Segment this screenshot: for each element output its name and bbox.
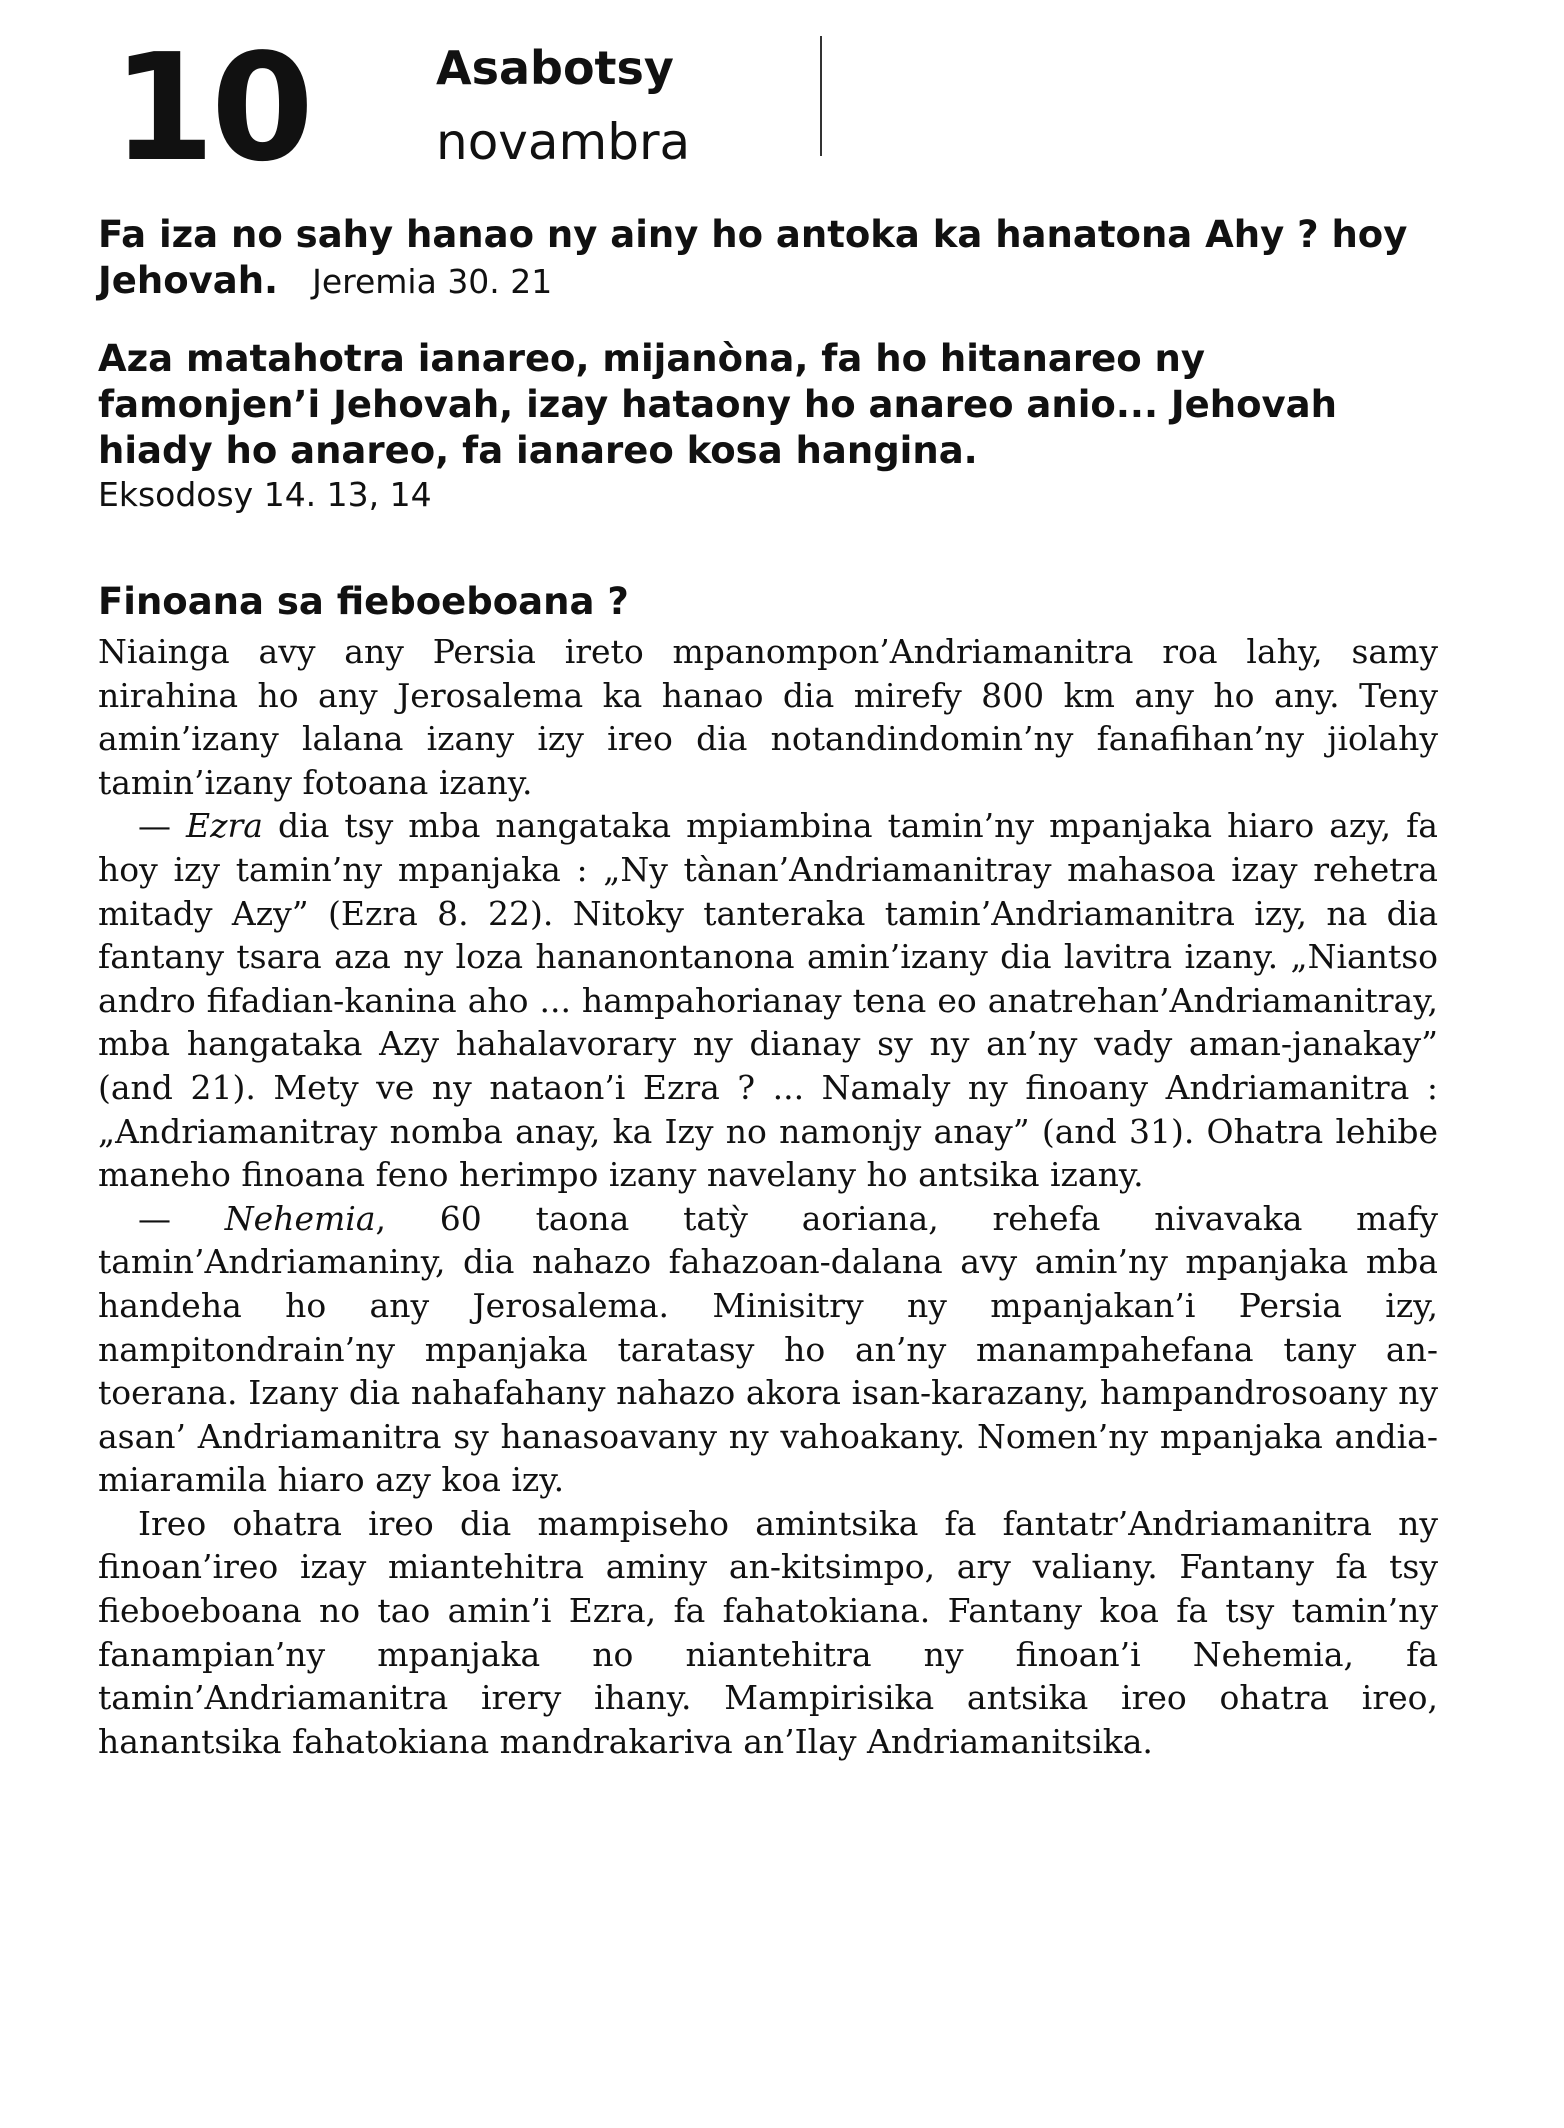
paragraph-2-text: dia tsy mba nangataka mpiambina tamin’ny mpanjaka hiaro azy, fa hoy izy tamin’ny mpanjaka : „Ny tànan’Andriamanitray mahasoa izay rehetra mitady Azy” (Ezra 8. 22). Nitoky tanteraka tamin’Andriamanitra izy, na dia fantany tsara aza ny loza hananontanona amin’izany dia lavitra izany. „Niantso andro fifadian-kanina aho ... hampahorianay tena eo anatrehan’Andriamanitray, mba hangataka Azy hahalavorary ny dianay sy ny an’ny vady aman-janakay” (and 21). Mety ve ny nataon’i Ezra ? ... Namaly ny finoany Andriamanitra : „Andriamanitray nomba anay, ka Izy no namonjy anay” (and 31). Ohatra lehibe maneho finoana feno herimpo izany navelany ho antsika izany.: [98, 806, 1438, 1195]
verse-1: [98, 212, 1438, 305]
paragraph-4: Ireo ohatra ireo dia mampiseho amintsika fa fantatr’Andriamanitra ny finoan’ireo izay miantehitra aminy an-kitsimpo, ary valiany. Fantany fa tsy fieboeboana no tao amin’i Ezra, fa fahatokiana. Fantany koa fa tsy tamin’ny fanampian’ny mpanjaka no niantehitra ny finoan’i Nehemia, fa tamin’Andriamanitra irery ihany. Mampirisika antsika ireo ohatra ireo, hanantsika fahatokiana mandrakariva an’Ilay Andriamanitsika.: [98, 1503, 1438, 1761]
paragraph-2: [98, 804, 1438, 1196]
verse-1-text: Fa iza no sahy hanao ny ainy ho antoka ka hanatona Ahy ? hoy Jehovah.: [98, 213, 1408, 302]
day-number: 10: [112, 22, 310, 194]
verse-2-text: Aza matahotra ianareo, mijanòna, fa ho hitanareo ny famonjen’i Jehovah, izay hataony ho anareo anio... Jehovah hiady ho anareo, fa ianareo kosa hangina.: [98, 337, 1337, 472]
article-body: [98, 630, 1438, 1763]
weekday-label: Asabotsy: [436, 41, 674, 95]
paragraph-2-dash: —: [138, 806, 187, 846]
paragraph-2-name: Ezra: [186, 806, 263, 846]
paragraph-1: Niainga avy any Persia ireto mpanompon’Andriamanitra roa lahy, samy nirahina ho any Jerosalema ka hanao dia mirefy 800 km any ho any. Teny amin’izany lalana izany izy ireo dia notandindomin’ny fanafihan’ny jiolahy tamin’izany fotoana izany.: [98, 632, 1438, 802]
paragraph-3: [98, 1197, 1438, 1502]
paragraph-3-text: , 60 taona tatỳ aoriana, rehefa nivavaka mafy tamin’Andriamaniny, dia nahazo fahazoan-dalana avy amin’ny mpanjaka mba handeha ho any Jerosalema. Minisitry ny mpanjakan’i Persia izy, nampitondrain’ny mpanjaka taratasy ho an’ny manampahefana tany an-toerana. Izany dia nahafahany nahazo akora isan-karazany, hampandrosoany ny asan’ Andriamanitra sy hanasoavany ny vahoakany. Nomen’ny mpanjaka andia-miaramila hiaro azy koa izy.: [98, 1198, 1438, 1500]
verse-2: [98, 336, 1438, 516]
article-heading: Finoana sa fieboeboana ?: [98, 580, 629, 623]
month-label: novambra: [436, 113, 691, 171]
verse-2-reference: Eksodosy 14. 13, 14: [98, 475, 432, 514]
paragraph-3-name: Nehemia: [224, 1198, 376, 1238]
header-divider: [820, 36, 822, 156]
verse-1-reference: Jeremia 30. 21: [312, 262, 553, 301]
paragraph-3-dash: —: [138, 1198, 225, 1238]
